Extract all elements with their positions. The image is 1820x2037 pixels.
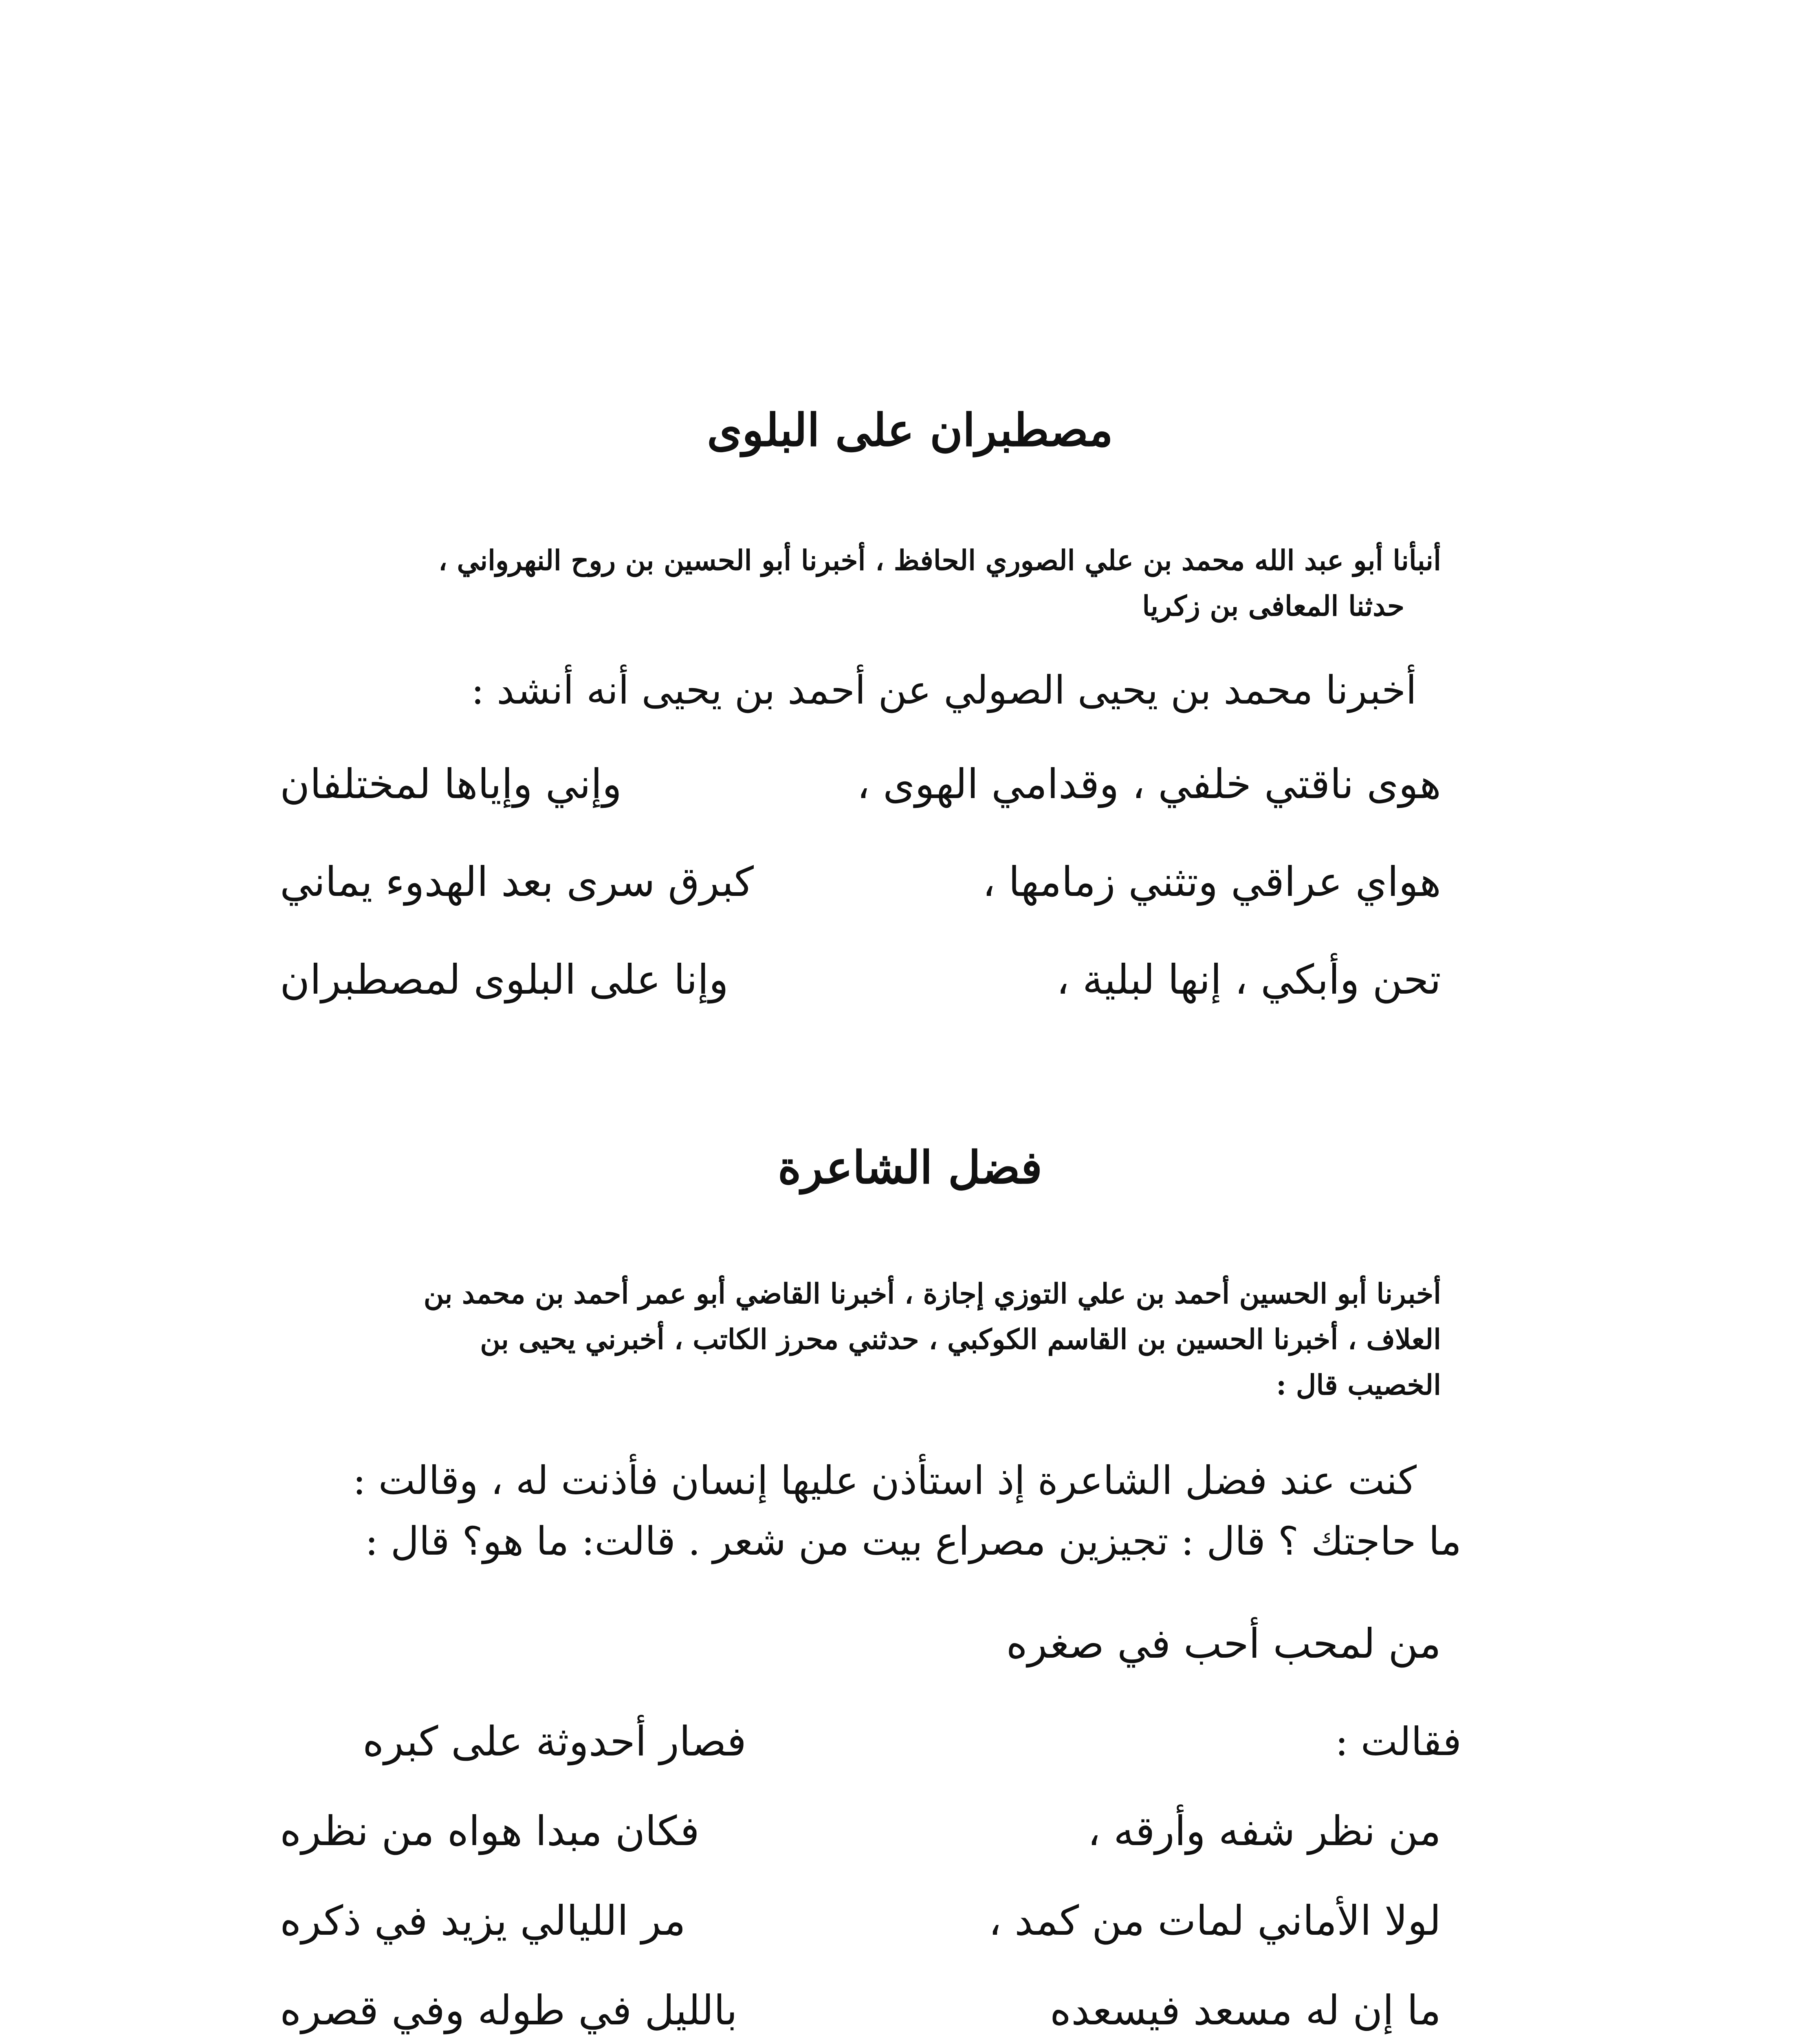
section-title: فضل الشاعرة <box>777 1141 1043 1194</box>
isnad-line: أخبرنا أبو الحسين أحمد بن علي التوزي إجازة ، أخبرنا القاضي أبو عمر أحمد بن محمد بن <box>423 1278 1441 1310</box>
verse-second-hemistich: بالليل في طوله وفي قصره <box>280 1986 737 2034</box>
isnad-line: العلاف ، أخبرنا الحسين بن القاسم الكوكبي ، حدثني محرز الكاتب ، أخبرني يحيى بن <box>480 1323 1441 1356</box>
verse-line <box>280 1890 1441 1951</box>
verse-second-hemistich: مر الليالي يزيد في ذكره <box>280 1897 686 1945</box>
verse-first-hemistich: لولا الأماني لمات من كمد ، <box>988 1897 1441 1945</box>
verse-line <box>280 1801 1441 1862</box>
intro-line: أخبرنا محمد بن يحيى الصولي عن أحمد بن يحيى أنه أنشد : <box>471 667 1417 713</box>
isnad-chain <box>308 1271 1441 1408</box>
speaker-label: فقالت : <box>1335 1719 1461 1764</box>
verse-first-hemistich: من نظر شفه وأرقه ، <box>1087 1807 1441 1855</box>
verse-second-hemistich: وإنا على البلوى لمصطبران <box>280 956 728 1003</box>
verse-first-hemistich: ما إن له مسعد فيسعده <box>1050 1986 1441 2034</box>
narrative-paragraph <box>280 1450 1461 1572</box>
intro-paragraph <box>280 660 1461 721</box>
verse-line <box>280 949 1441 1010</box>
verse-first-hemistich: هواي عراقي وتثني زمامها ، <box>982 858 1441 906</box>
verse-second-hemistich: فكان مبدا هواه من نظره <box>280 1807 700 1855</box>
opening-hemistich: من لمحب أحب في صغره <box>1006 1620 1441 1667</box>
isnad-line: الخصيب قال : <box>1276 1369 1441 1402</box>
verse-line <box>280 754 1441 815</box>
section-title: مصطبران على البلوى <box>707 404 1113 456</box>
verse-second-hemistich: وإني وإياها لمختلفان <box>280 760 622 808</box>
verse-line <box>280 851 1441 913</box>
verse-first-hemistich: هوى ناقتي خلفي ، وقدامي الهوى ، <box>857 760 1441 808</box>
verse-first-hemistich: تحن وأبكي ، إنها لبلية ، <box>1056 956 1441 1003</box>
narrative-line: كنت عند فضل الشاعرة إذ استأذن عليها إنسان فأذنت له ، وقالت : <box>352 1458 1417 1503</box>
isnad-line: حدثنا المعافى بن زكريا <box>1142 590 1404 623</box>
narrative-line: ما حاجتك ؟ قال : تجيزين مصراع بيت من شعر . قالت: ما هو؟ قال : <box>365 1518 1461 1564</box>
isnad-line: أنبأنا أبو عبد الله محمد بن علي الصوري الحافظ ، أخبرنا أبو الحسين بن روح النهرواني ، <box>438 544 1441 577</box>
verse-second-hemistich: كبرق سرى بعد الهدوء يماني <box>280 858 754 906</box>
verse-line <box>280 1980 1441 2037</box>
reply-hemistich: فصار أحدوثة على كبره <box>363 1718 746 1765</box>
isnad-chain <box>308 538 1441 629</box>
